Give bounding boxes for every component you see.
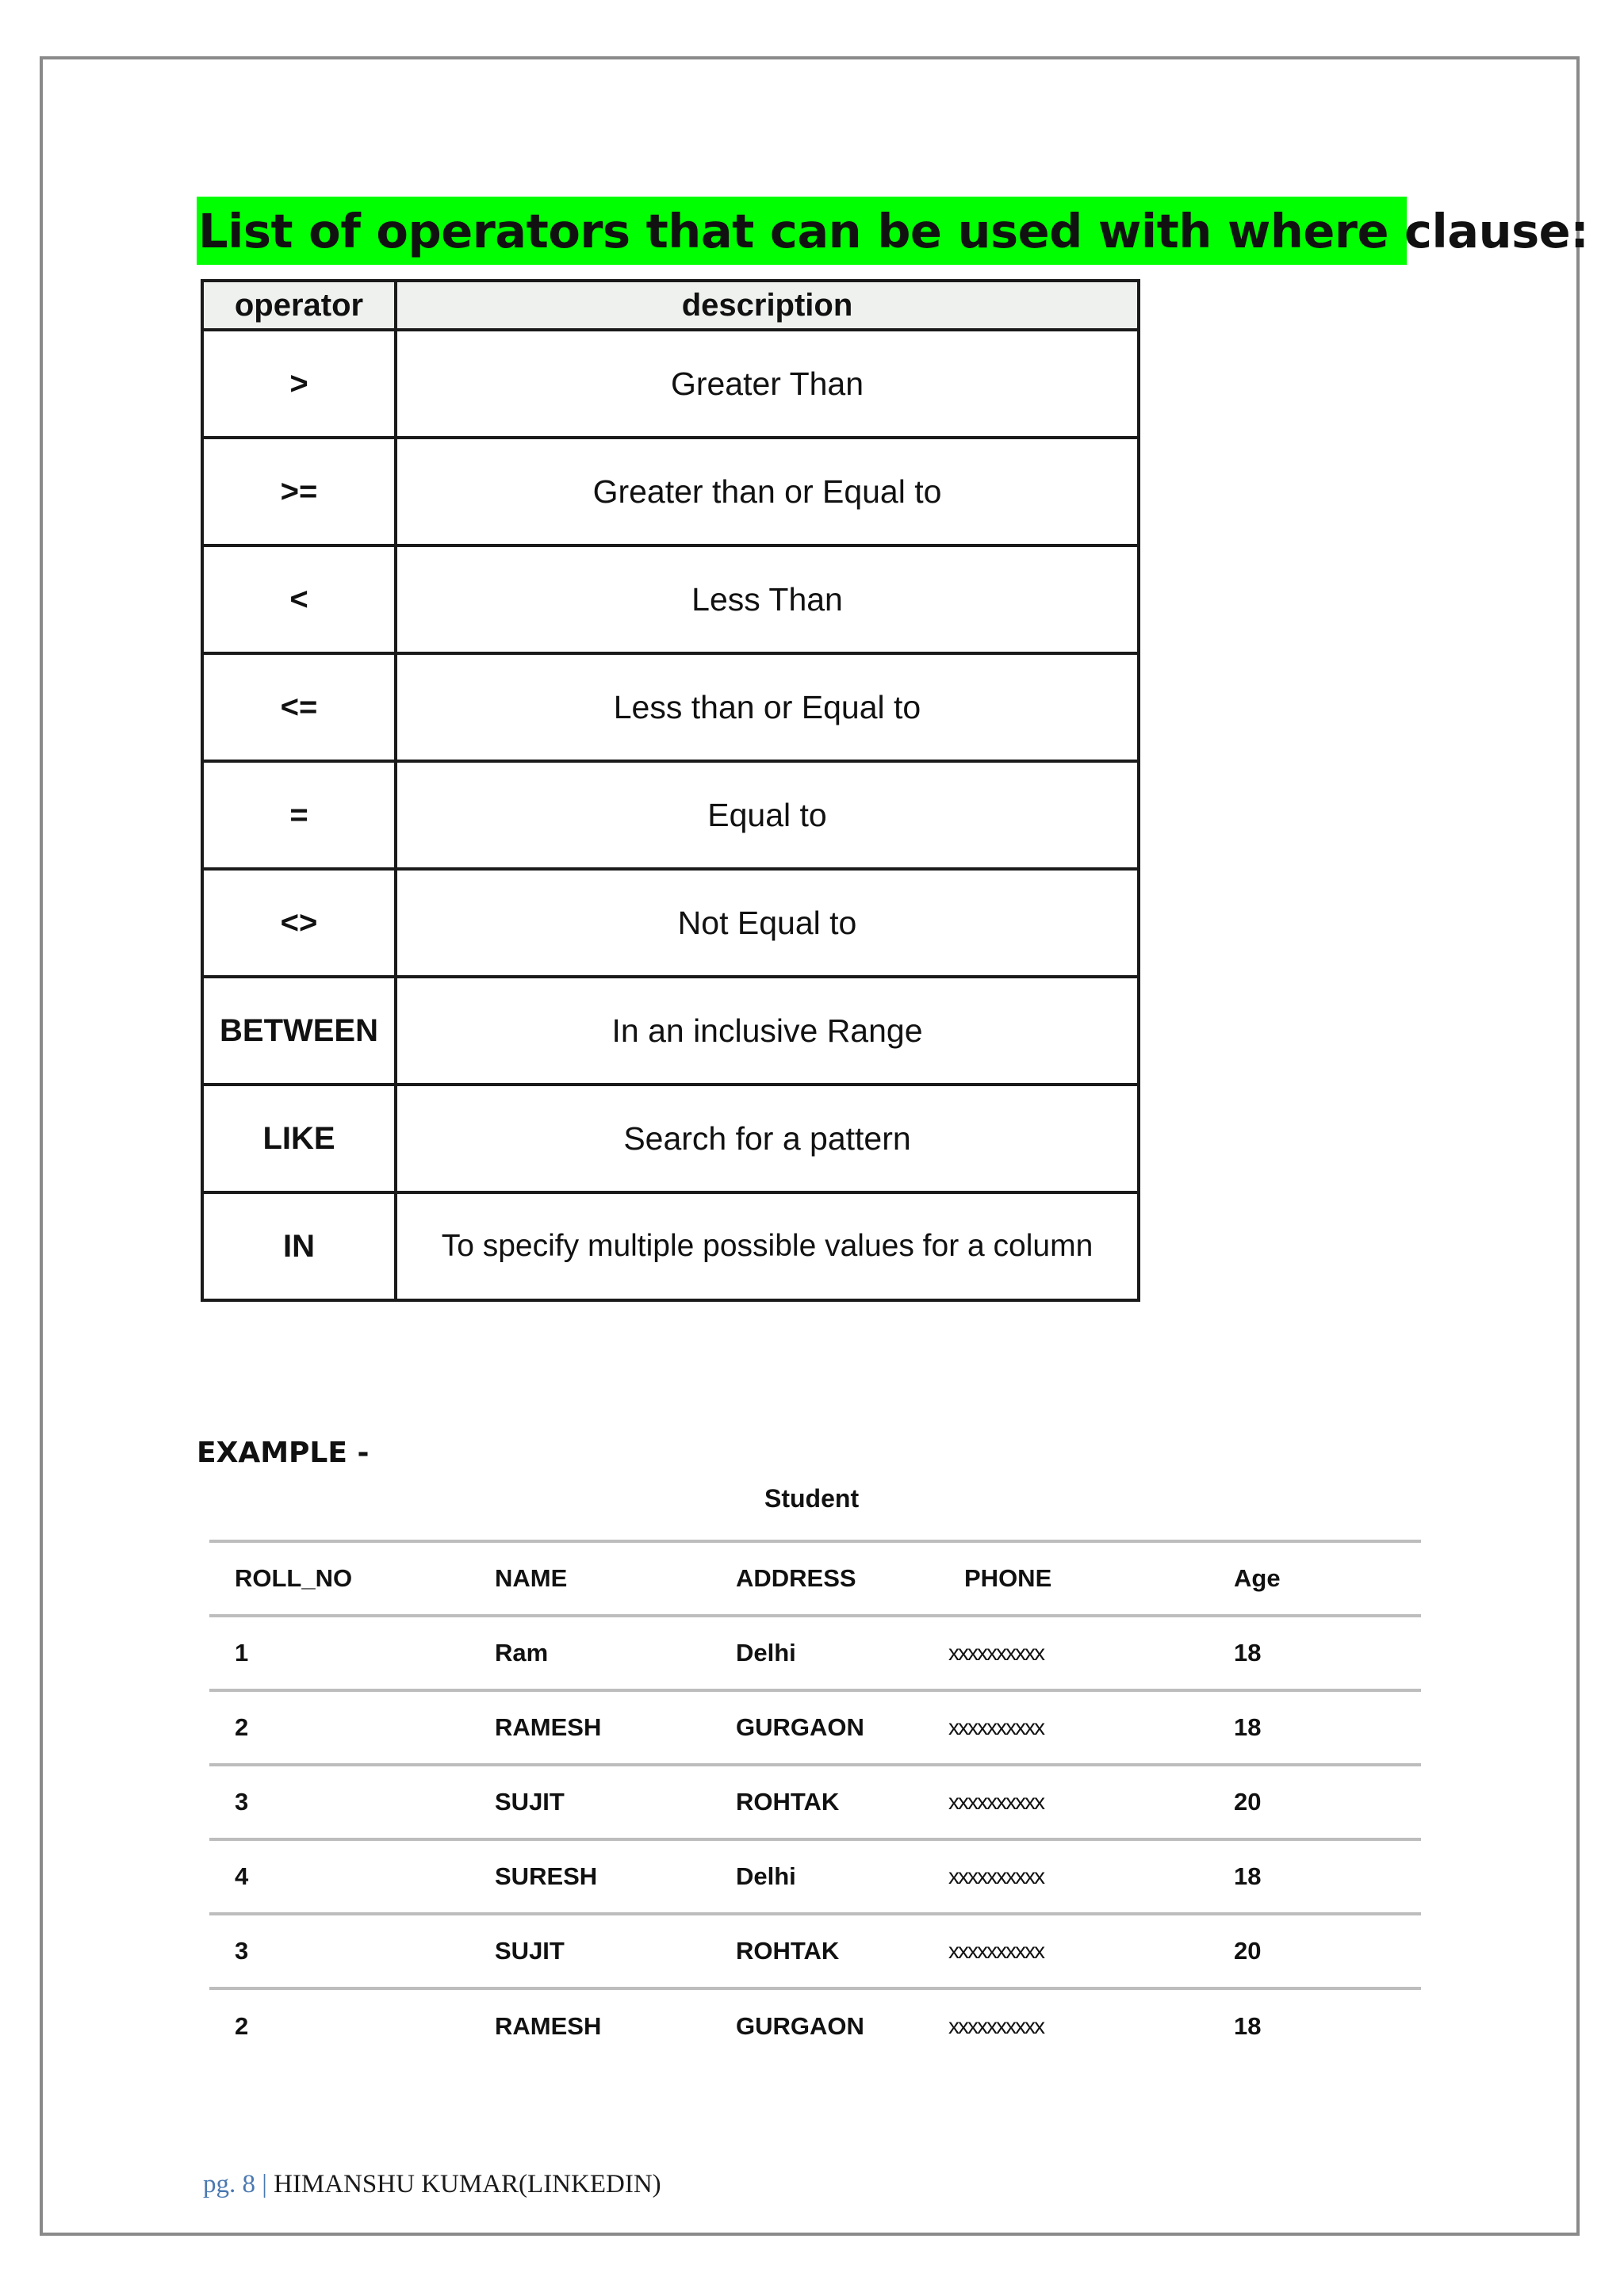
header-address: ADDRESS [710, 1541, 948, 1616]
footer-separator: | [262, 2170, 267, 2198]
header-operator: operator [202, 281, 396, 330]
cell-age: 20 [1202, 1914, 1421, 1988]
operator-symbol: LIKE [202, 1085, 396, 1192]
cell-age: 20 [1202, 1765, 1421, 1839]
cell-phone: xxxxxxxxxx [948, 1839, 1202, 1914]
cell-address: Delhi [710, 1616, 948, 1690]
operator-row [202, 545, 1139, 653]
header-name: NAME [469, 1541, 710, 1616]
operator-row [202, 1192, 1139, 1300]
cell-name: SUJIT [469, 1765, 710, 1839]
operator-row [202, 761, 1139, 869]
cell-name: Ram [469, 1616, 710, 1690]
cell-name: RAMESH [469, 1690, 710, 1765]
operator-description: Greater than or Equal to [396, 438, 1139, 545]
cell-roll-no: 3 [209, 1765, 469, 1839]
operator-row [202, 438, 1139, 545]
operator-description: To specify multiple possible values for a column [396, 1192, 1139, 1300]
operator-row [202, 869, 1139, 977]
operator-symbol: IN [202, 1192, 396, 1300]
cell-age: 18 [1202, 1988, 1421, 2063]
cell-name: RAMESH [469, 1988, 710, 2063]
table-row [209, 1765, 1421, 1839]
header-description: description [396, 281, 1139, 330]
table-row [209, 1914, 1421, 1988]
operator-description: Less than or Equal to [396, 653, 1139, 761]
operator-description: Greater Than [396, 330, 1139, 438]
cell-address: GURGAON [710, 1690, 948, 1765]
cell-phone: xxxxxxxxxx [948, 1690, 1202, 1765]
table-row [209, 1616, 1421, 1690]
header-phone: PHONE [948, 1541, 1202, 1616]
cell-roll-no: 3 [209, 1914, 469, 1988]
operator-table-header-row [202, 281, 1139, 330]
footer-author: HIMANSHU KUMAR(LINKEDIN) [274, 2170, 661, 2198]
header-age: Age [1202, 1541, 1421, 1616]
operator-row [202, 977, 1139, 1085]
cell-phone: xxxxxxxxxx [948, 1616, 1202, 1690]
operator-description: Equal to [396, 761, 1139, 869]
operator-symbol: > [202, 330, 396, 438]
operator-description: Search for a pattern [396, 1085, 1139, 1192]
cell-phone: xxxxxxxxxx [948, 1988, 1202, 2063]
table-row [209, 1690, 1421, 1765]
operator-row [202, 330, 1139, 438]
cell-name: SURESH [469, 1839, 710, 1914]
student-table-header-row [209, 1541, 1421, 1616]
cell-address: ROHTAK [710, 1914, 948, 1988]
header-roll-no: ROLL_NO [209, 1541, 469, 1616]
operator-symbol: >= [202, 438, 396, 545]
cell-age: 18 [1202, 1616, 1421, 1690]
student-table [209, 1540, 1421, 2063]
page-footer [203, 2170, 661, 2199]
cell-address: GURGAON [710, 1988, 948, 2063]
cell-name: SUJIT [469, 1914, 710, 1988]
cell-age: 18 [1202, 1839, 1421, 1914]
cell-roll-no: 2 [209, 1988, 469, 2063]
operator-symbol: = [202, 761, 396, 869]
table-row [209, 1988, 1421, 2063]
cell-address: ROHTAK [710, 1765, 948, 1839]
cell-address: Delhi [710, 1839, 948, 1914]
operator-symbol: < [202, 545, 396, 653]
example-label: EXAMPLE - [197, 1437, 370, 1469]
cell-age: 18 [1202, 1690, 1421, 1765]
section-heading: List of operators that can be used with where clause: [197, 197, 1407, 265]
operator-symbol: <> [202, 869, 396, 977]
page-number: pg. 8 [203, 2170, 255, 2198]
cell-roll-no: 2 [209, 1690, 469, 1765]
cell-roll-no: 1 [209, 1616, 469, 1690]
operator-table [201, 279, 1140, 1302]
operator-description: In an inclusive Range [396, 977, 1139, 1085]
cell-phone: xxxxxxxxxx [948, 1914, 1202, 1988]
operator-row [202, 653, 1139, 761]
operator-symbol: BETWEEN [202, 977, 396, 1085]
student-table-caption: Student [764, 1484, 860, 1513]
operator-description: Not Equal to [396, 869, 1139, 977]
operator-row [202, 1085, 1139, 1192]
operator-symbol: <= [202, 653, 396, 761]
table-row [209, 1839, 1421, 1914]
cell-phone: xxxxxxxxxx [948, 1765, 1202, 1839]
cell-roll-no: 4 [209, 1839, 469, 1914]
operator-description: Less Than [396, 545, 1139, 653]
